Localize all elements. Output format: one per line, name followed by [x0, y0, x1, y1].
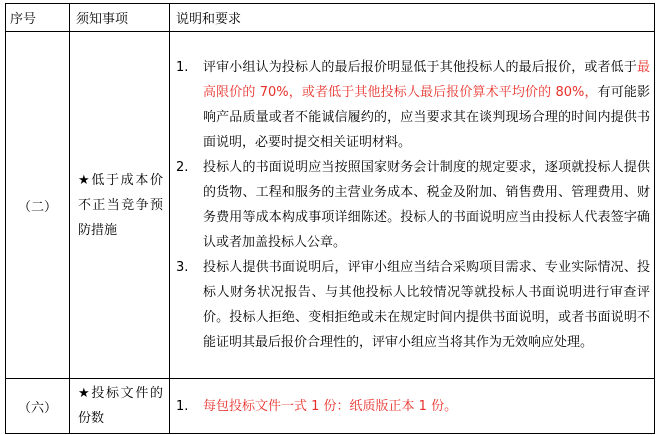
row-desc — [170, 32, 655, 379]
list-item — [176, 255, 650, 355]
table-row — [6, 379, 655, 434]
item-text-part: 评审小组认为投标人的最后报价明显低于其他投标人的最后报价，或者低于 — [203, 60, 637, 75]
header-row — [6, 4, 655, 32]
header-item: 须知事项 — [70, 4, 170, 32]
requirements-table — [5, 3, 655, 434]
row-item: ★投标文件的份数 — [70, 379, 170, 434]
table-row — [6, 32, 655, 379]
item-number: 1. — [176, 398, 189, 414]
item-number: 1. — [176, 60, 189, 75]
header-desc: 说明和要求 — [170, 4, 655, 32]
list-item — [176, 55, 650, 155]
row-seq: （二） — [6, 32, 70, 379]
list-item — [176, 155, 650, 255]
row-item: ★低于成本价不正当竞争预防措施 — [70, 32, 170, 379]
item-number: 3. — [176, 260, 189, 275]
list-item — [176, 394, 650, 419]
item-text: 投标人提供书面说明后，评审小组应当结合采购项目需求、专业实际情况、投标人财务状况报告、与其他投标人比较情况等就投标人书面说明进行审查评价。投标人拒绝、变相拒绝或未在规定时间内提供书面说明，或者书面说明不能证明其最后报价合理性的，评审小组应当将其作为无效响应处理。 — [203, 260, 650, 350]
item-text: 投标人的书面说明应当按照国家财务会计制度的规定要求，逐项就投标人提供的货物、工程和服务的主营业务成本、税金及附加、销售费用、管理费用、财务费用等成本构成事项详细陈述。投标人的书面说明应当由投标人代表签字确认或者加盖投标人公章。 — [203, 160, 650, 250]
item-number: 2. — [176, 160, 189, 175]
item-text — [203, 55, 650, 155]
row-seq: （六） — [6, 379, 70, 434]
header-seq: 序号 — [6, 4, 70, 32]
item-text-part: 有可能影响产品质量或者不能诚信履约的，应当要求其在谈判现场合理的时间内提供书面说明，必要时提交相关证明材料。 — [203, 85, 650, 150]
item-text: 每包投标文件一式 1 份：纸质版正本 1 份。 — [203, 398, 458, 414]
highlight-text: 最高限价的 70%，或者低于其他投标人最后报价算术平均价的 80%， — [203, 60, 650, 100]
row-desc — [170, 379, 655, 434]
